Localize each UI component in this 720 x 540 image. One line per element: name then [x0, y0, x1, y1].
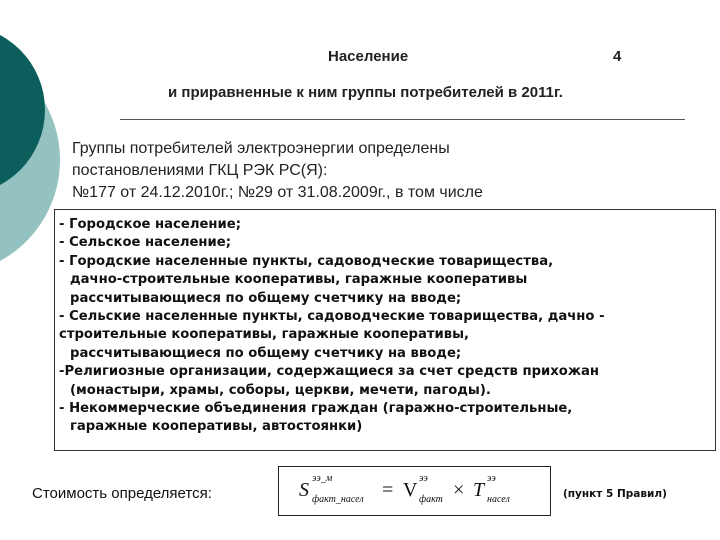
group-line: гаражные кооперативы, автостоянки): [70, 419, 363, 435]
formula-s-sup: ээ_м: [312, 473, 333, 484]
formula-v: V: [403, 479, 418, 501]
group-line: (монастыри, храмы, соборы, церкви, мечети, пагоды).: [70, 382, 491, 398]
formula-v-sub: факт: [419, 494, 443, 505]
group-line: - Городское население;: [59, 217, 241, 232]
intro-line: Группы потребителей электроэнергии определены: [72, 140, 450, 157]
title-divider: [120, 119, 685, 120]
slide-title: Население: [328, 48, 409, 65]
group-line: дачно-строительные кооперативы, гаражные кооперативы: [70, 272, 528, 288]
formula-t-sub: насел: [487, 494, 510, 505]
formula-box: [278, 466, 551, 516]
rules-reference: (пункт 5 Правил): [563, 488, 667, 500]
intro-line: №177 от 24.12.2010г.; №29 от 31.08.2009г., в том числе: [72, 184, 483, 201]
group-line: - Сельские населенные пункты, садоводческие товарищества, дачно -: [59, 309, 605, 325]
group-line: строительные кооперативы, гаражные кооперативы,: [59, 327, 470, 343]
slide-subtitle: и приравненные к ним группы потребителей в 2011г.: [168, 84, 563, 101]
formula-v-sup: ээ: [419, 473, 428, 484]
formula-s: S: [299, 479, 309, 501]
group-line: - Некоммерческие объединения граждан (гаражно-строительные,: [59, 401, 573, 417]
group-line: рассчитывающиеся по общему счетчику на вводе;: [70, 345, 462, 361]
group-line: рассчитывающиеся по общему счетчику на вводе;: [70, 290, 462, 306]
formula-t: T: [473, 479, 485, 501]
intro-text: [72, 138, 483, 204]
slide-number: 4: [613, 48, 622, 65]
formula-times: ×: [453, 479, 465, 501]
group-line: -Религиозные организации, содержащиеся за счет средств прихожан: [59, 364, 599, 380]
formula-t-sup: ээ: [487, 473, 496, 484]
formula-s-sub: факт_насел: [312, 494, 364, 505]
intro-line: постановлениями ГКЦ РЭК РС(Я):: [72, 162, 328, 179]
cost-label: Стоимость определяется:: [32, 485, 212, 502]
group-line: - Городские населенные пункты, садоводческие товарищества,: [59, 253, 554, 269]
group-line: - Сельское население;: [59, 235, 231, 251]
formula-equals: =: [382, 479, 394, 501]
consumer-groups-box: [54, 209, 716, 451]
